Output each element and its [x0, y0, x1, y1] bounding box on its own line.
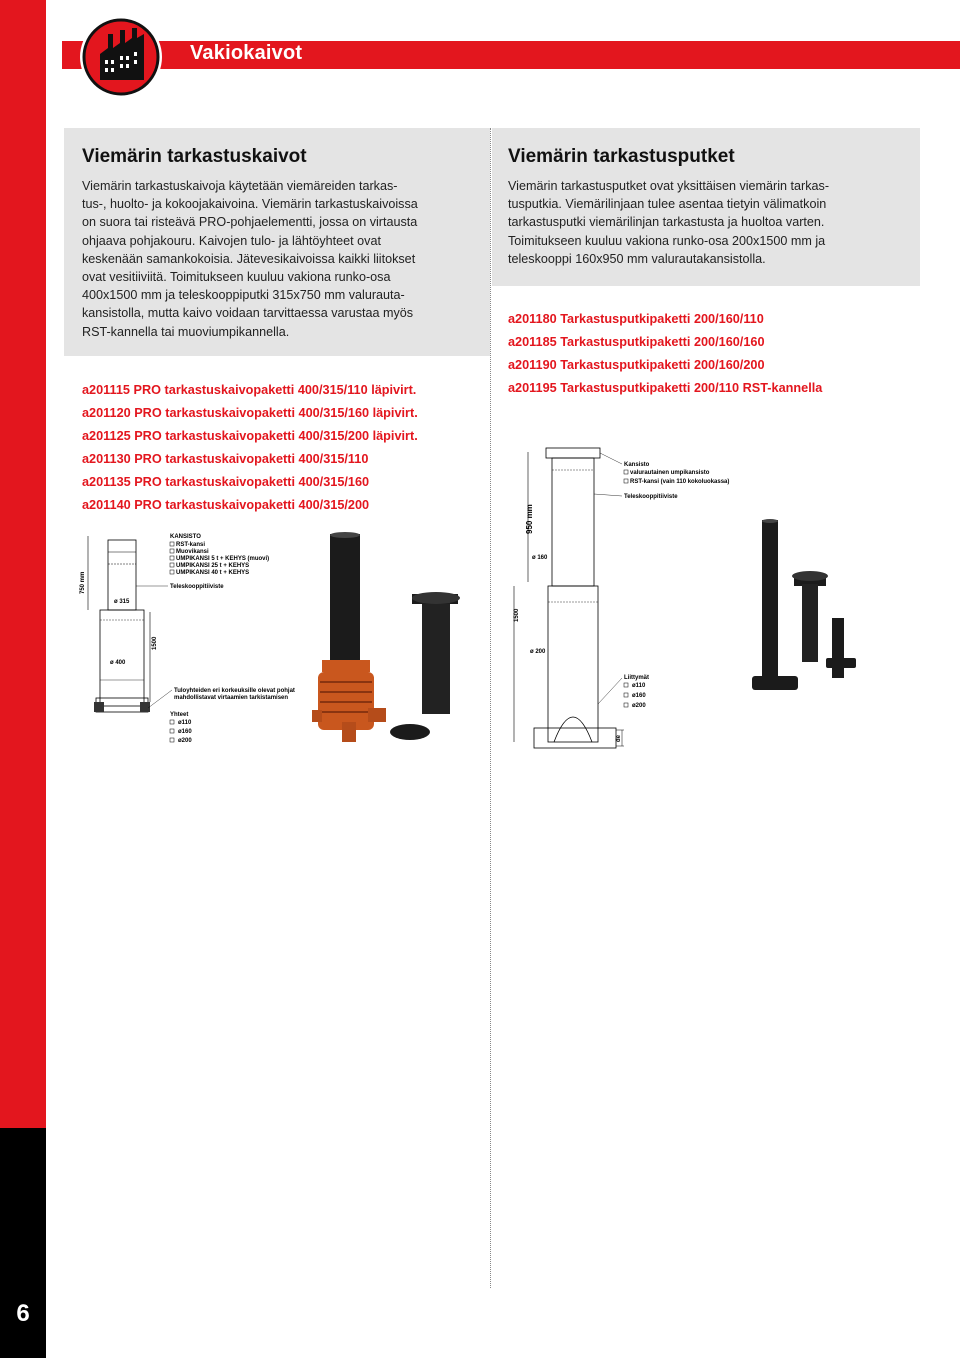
product-item: a201115 PRO tarkastuskaivopaketti 400/315/110 läpivirt.	[82, 383, 417, 397]
left-line: 400x1500 mm ja teleskooppiputki 315x750 mm valurauta-	[82, 288, 405, 303]
column-divider	[490, 128, 491, 1288]
product-item: a201120 PRO tarkastuskaivopaketti 400/315/160 läpivirt.	[82, 406, 418, 420]
right-line: Toimitukseen kuuluu vakiona runko-osa 200x1500 mm ja	[508, 233, 826, 248]
product-item: a201140 PRO tarkastuskaivopaketti 400/315/200	[82, 498, 370, 512]
dim-400-label: ø 400	[110, 660, 126, 666]
right-line: teleskooppi 160x950 mm valurautakansistolla.	[508, 251, 766, 266]
legend-item: Muovikansi	[176, 549, 209, 555]
yhteet-item: ø200	[178, 738, 192, 744]
product-item: a201185 Tarkastusputkipaketti 200/160/160	[508, 335, 765, 349]
note-line-1: Tuloyhteiden eri korkeuksille olevat pohjat	[174, 688, 295, 694]
left-description	[82, 177, 418, 341]
product-item: a201130 PRO tarkastuskaivopaketti 400/315/110	[82, 452, 369, 466]
liittymat-item: ø200	[632, 703, 646, 709]
right-line: tusputkia. Viemärilinjaan tulee asentaa tietyin välimatkoin	[508, 197, 827, 212]
factory-logo-icon	[78, 14, 164, 100]
left-line: RST-kannella tai muoviumpikannella.	[82, 324, 290, 339]
left-line: Viemärin tarkastuskaivoja käytetään viemäreiden tarkas-	[82, 179, 398, 193]
dim-160-label: ø 160	[532, 555, 548, 561]
dim-200-label: ø 200	[530, 649, 546, 655]
telescope-label: Teleskooppitiiviste	[624, 494, 678, 500]
dim-1500-label: 1500	[152, 636, 158, 650]
dim-750-label: 750 mm	[80, 571, 86, 594]
liittymat-title: Liittymät	[624, 675, 650, 681]
left-heading: Viemärin tarkastuskaivot	[82, 146, 307, 167]
left-line: ohjaava pohjakouru. Kaivojen tulo- ja lähtöyhteet ovat	[82, 233, 381, 248]
telescope-label: Teleskooppitiiviste	[170, 584, 224, 590]
left-line: tus-, huolto- ja kokoojakaivoina. Viemärin tarkastuskaivoissa	[82, 197, 418, 212]
left-line: keskenään samankokoisia. Jätevesikaivoissa kaikki liitokset	[82, 251, 416, 266]
legend-item: UMPIKANSI 25 t + KEHYS	[176, 563, 250, 569]
left-line: ovat vesitiiviitä. Toimitukseen kuuluu vakiona runko-osa	[82, 270, 391, 285]
product-item: a201190 Tarkastusputkipaketti 200/160/200	[508, 358, 765, 372]
legend-title: Kansisto	[624, 462, 650, 468]
liittymat-item: ø110	[632, 683, 646, 689]
yhteet-item: ø110	[178, 720, 192, 726]
right-product-list	[508, 308, 822, 400]
dim-950-label: 950 mm	[525, 504, 534, 534]
liittymat-item: ø160	[632, 693, 646, 699]
page-title: Vakiokaivot	[190, 42, 303, 64]
right-line: Viemärin tarkastusputket ovat yksittäisen viemärin tarkas-	[508, 179, 830, 193]
legend-item: RST-kansi	[176, 542, 206, 548]
dim-315-label: ø 315	[114, 599, 130, 605]
left-line: kansistolla, mutta kaivo voidaan tarvittaessa varustaa myös	[82, 306, 414, 321]
product-item: a201180 Tarkastusputkipaketti 200/160/110	[508, 312, 764, 326]
legend-item: valurautainen umpikansisto	[630, 470, 710, 476]
left-product-list	[82, 379, 418, 517]
inspection-pipe-technical-drawing	[508, 442, 738, 782]
inspection-pipe-product-photo	[750, 518, 860, 728]
right-line: tarkastusputki viemärilinjan tarkastusta ja huoltoa varten.	[508, 215, 825, 230]
page-number: 6	[16, 1300, 30, 1327]
yhteet-item: ø160	[178, 729, 192, 735]
legend-list	[170, 542, 269, 576]
right-heading: Viemärin tarkastusputket	[508, 146, 735, 167]
side-red-bar	[0, 0, 46, 1128]
right-description	[508, 177, 829, 268]
legend-item: UMPIKANSI 40 t + KEHYS	[176, 570, 250, 576]
product-item: a201195 Tarkastusputkipaketti 200/110 RST-kannella	[508, 381, 823, 395]
dim-1500-label-right: 1500	[514, 608, 520, 622]
de-label: de	[616, 734, 622, 742]
product-item: a201125 PRO tarkastuskaivopaketti 400/315/200 läpivirt.	[82, 429, 418, 443]
yhteet-title: Yhteet	[170, 712, 189, 718]
manhole-technical-drawing	[70, 530, 300, 750]
left-line: on suora tai risteävä PRO-pohjaelementti, jossa on virtausta	[82, 215, 418, 230]
product-item: a201135 PRO tarkastuskaivopaketti 400/315/160	[82, 475, 370, 489]
legend-item: RST-kansi (vain 110 kokoluokassa)	[630, 479, 730, 485]
manhole-product-photo	[312, 532, 472, 750]
legend-title: KANSISTO	[170, 534, 201, 540]
note-line-2: mahdollistavat virtaamien tarkistamisen	[174, 695, 289, 701]
legend-item: UMPIKANSI 5 t + KEHYS (muovi)	[176, 556, 270, 562]
